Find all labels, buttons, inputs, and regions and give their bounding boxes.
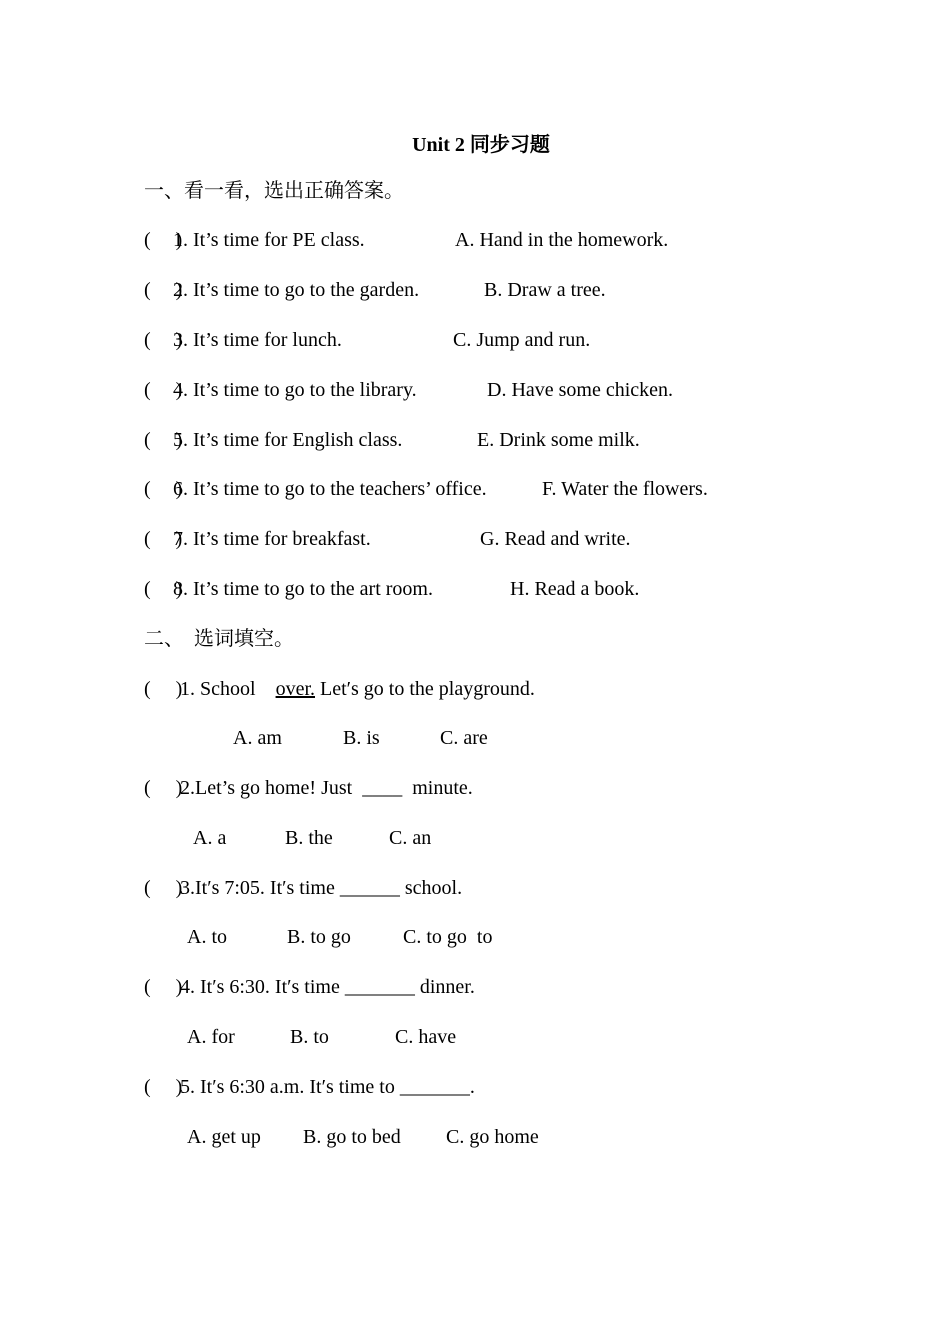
s1-answer-f: F. Water the flowers. — [542, 478, 708, 500]
s1-paren-5: ( ) — [144, 429, 183, 451]
s2-question-3: 3.It′s 7:05. It′s time ______ school. — [180, 877, 463, 899]
s1-answer-g: G. Read and write. — [480, 528, 631, 550]
page-title: Unit 2 同步习题 — [412, 134, 550, 156]
section2-heading: 二、 选词填空。 — [144, 628, 294, 650]
s1-question-1: 1. It’s time for PE class. — [173, 229, 365, 251]
s1-question-6: 6. It’s time to go to the teachers’ office. — [173, 478, 487, 500]
s1-paren-3: ( ) — [144, 329, 183, 351]
s2-question-1 — [180, 676, 535, 702]
s2-q3-option-c: C. to go to — [403, 926, 493, 948]
s2-question-4: 4. It′s 6:30. It′s time _______ dinner. — [180, 976, 475, 998]
s1-question-2: 2. It’s time to go to the garden. — [173, 279, 420, 301]
s2-q2-option-c: C. an — [389, 827, 432, 849]
s2-q4-option-a: A. for — [187, 1026, 235, 1048]
s2-q4-option-c: C. have — [395, 1026, 457, 1048]
s2-q4-option-b: B. to — [290, 1026, 329, 1048]
section1-heading: 一、看一看，选出正确答案。 — [144, 180, 404, 202]
s1-paren-6: ( ) — [144, 478, 183, 500]
s2-question-5: 5. It′s 6:30 a.m. It′s time to _______. — [180, 1076, 475, 1098]
s1-answer-h: H. Read a book. — [510, 578, 640, 600]
s2-q5-option-c: C. go home — [446, 1126, 539, 1148]
s2-q1-post: Let′s go to the playground. — [315, 678, 535, 700]
s2-q1-option-b: B. is — [343, 727, 380, 749]
s2-paren-5: ( ) — [144, 1076, 183, 1098]
s1-paren-4: ( ) — [144, 379, 183, 401]
s1-answer-b: B. Draw a tree. — [484, 279, 606, 301]
s2-q1-blank: over. — [275, 678, 315, 700]
s2-q3-option-b: B. to go — [287, 926, 351, 948]
s1-question-3: 3. It’s time for lunch. — [173, 329, 342, 351]
s2-paren-3: ( ) — [144, 877, 183, 899]
s1-question-5: 5. It’s time for English class. — [173, 429, 403, 451]
s1-answer-a: A. Hand in the homework. — [455, 229, 669, 251]
s2-q3-option-a: A. to — [187, 926, 227, 948]
s1-paren-7: ( ) — [144, 528, 183, 550]
s2-q1-pre: 1. School — [180, 678, 276, 700]
s1-answer-c: C. Jump and run. — [453, 329, 591, 351]
s2-q5-option-b: B. go to bed — [303, 1126, 401, 1148]
s2-q5-option-a: A. get up — [187, 1126, 261, 1148]
s2-question-2: 2.Let’s go home! Just ____ minute. — [180, 777, 473, 799]
s1-answer-e: E. Drink some milk. — [477, 429, 640, 451]
s1-question-7: 7. It’s time for breakfast. — [173, 528, 371, 550]
s2-paren-1: ( ) — [144, 678, 183, 700]
s1-question-8: 8. It’s time to go to the art room. — [173, 578, 433, 600]
s2-q2-option-b: B. the — [285, 827, 333, 849]
s1-answer-d: D. Have some chicken. — [487, 379, 674, 401]
s2-paren-4: ( ) — [144, 976, 183, 998]
s1-question-4: 4. It’s time to go to the library. — [173, 379, 417, 401]
s2-q2-option-a: A. a — [193, 827, 227, 849]
s1-paren-8: ( ) — [144, 578, 183, 600]
s2-q1-option-a: A. am — [233, 727, 282, 749]
s1-paren-1: ( ) — [144, 229, 183, 251]
s2-q1-option-c: C. are — [440, 727, 488, 749]
s2-paren-2: ( ) — [144, 777, 183, 799]
s1-paren-2: ( ) — [144, 279, 183, 301]
